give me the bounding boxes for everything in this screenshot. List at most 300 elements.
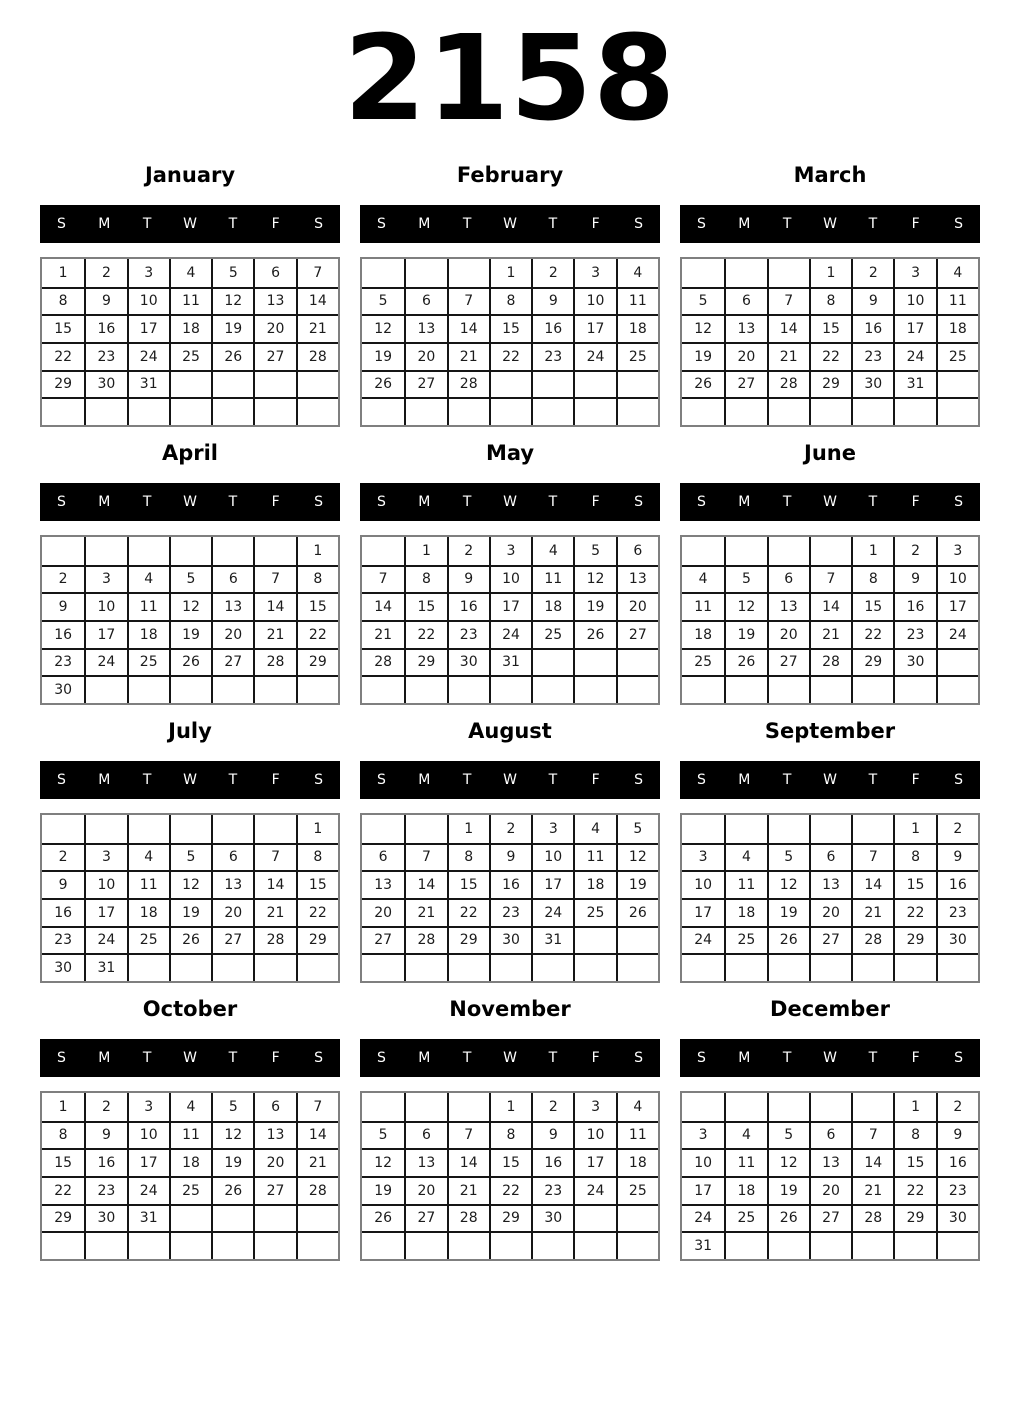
weekday-header-row	[680, 483, 980, 521]
day-cell-empty	[936, 648, 978, 676]
day-cell: 18	[127, 620, 169, 648]
weekday-header-cell: T	[142, 216, 152, 232]
day-cell-empty	[169, 537, 211, 565]
day-cell: 4	[573, 815, 615, 843]
day-cell: 1	[58, 1098, 68, 1115]
day-cell-empty	[682, 537, 724, 565]
weekday-header-cell: T	[548, 216, 558, 232]
day-cell: 8	[489, 287, 531, 315]
day-cell: 31	[682, 1231, 724, 1259]
day-cell: 9	[893, 565, 935, 593]
weekday-header-cell: S	[56, 772, 66, 788]
day-cell: 1	[489, 1093, 531, 1121]
weekday-header-cell: S	[954, 216, 964, 232]
month-day-grid	[360, 1091, 660, 1261]
day-cell: 28	[404, 926, 446, 954]
day-cell-empty	[296, 370, 338, 398]
day-cell-empty	[211, 397, 253, 425]
weekday-header-cell: W	[503, 494, 517, 510]
day-cell-empty	[42, 397, 84, 425]
day-cell: 7	[296, 1093, 338, 1121]
day-cell: 25	[127, 926, 169, 954]
weekday-header-cell: T	[782, 216, 792, 232]
day-cell: 14	[362, 592, 404, 620]
day-cell: 10	[489, 565, 531, 593]
day-cell: 22	[489, 342, 531, 370]
day-cell: 18	[724, 898, 766, 926]
weekday-header-cell: T	[868, 494, 878, 510]
day-cell: 10	[893, 287, 935, 315]
day-cell-empty	[851, 675, 893, 703]
day-cell-empty	[362, 537, 404, 565]
day-cell: 12	[211, 1121, 253, 1149]
day-cell-empty	[127, 1231, 169, 1259]
day-cell-empty	[616, 675, 658, 703]
day-cell: 9	[447, 565, 489, 593]
day-cell: 28	[253, 648, 295, 676]
day-cell: 16	[42, 898, 84, 926]
day-cell: 23	[84, 342, 126, 370]
day-cell: 26	[767, 1204, 809, 1232]
day-cell: 27	[616, 620, 658, 648]
day-cell: 4	[531, 537, 573, 565]
day-cell-empty	[893, 1231, 935, 1259]
day-cell: 23	[936, 1176, 978, 1204]
day-cell: 22	[893, 1176, 935, 1204]
day-cell-empty	[84, 815, 126, 843]
month-december	[680, 989, 980, 1261]
month-april	[40, 433, 340, 705]
day-cell-empty	[404, 953, 446, 981]
day-cell: 4	[616, 259, 658, 287]
weekday-header-cell: T	[228, 1050, 238, 1066]
day-cell: 13	[404, 314, 446, 342]
day-cell-empty	[447, 397, 489, 425]
day-cell: 25	[682, 648, 724, 676]
day-cell: 15	[851, 592, 893, 620]
day-cell: 29	[489, 1204, 531, 1232]
month-october	[40, 989, 340, 1261]
day-cell-empty	[936, 1231, 978, 1259]
day-cell: 26	[682, 370, 724, 398]
day-cell-empty	[573, 675, 615, 703]
day-cell: 19	[169, 620, 211, 648]
day-cell: 13	[809, 870, 851, 898]
day-cell: 17	[573, 314, 615, 342]
day-cell-empty	[211, 675, 253, 703]
day-cell: 10	[84, 870, 126, 898]
weekday-header-cell: M	[738, 216, 751, 232]
day-cell: 25	[724, 926, 766, 954]
month-february	[360, 155, 660, 427]
weekday-header-cell: S	[634, 1050, 644, 1066]
weekday-header-cell: M	[738, 1050, 751, 1066]
day-cell: 14	[447, 1148, 489, 1176]
weekday-header-row	[680, 1039, 980, 1077]
day-cell: 14	[404, 870, 446, 898]
day-cell: 9	[84, 287, 126, 315]
day-cell: 1	[893, 1093, 935, 1121]
day-cell-empty	[767, 675, 809, 703]
day-cell: 25	[616, 342, 658, 370]
weekday-header-cell: M	[98, 494, 111, 510]
weekday-header-cell: F	[911, 494, 920, 510]
day-cell: 21	[447, 342, 489, 370]
day-cell: 4	[936, 259, 978, 287]
weekday-header-cell: T	[142, 494, 152, 510]
day-cell: 8	[296, 565, 338, 593]
day-cell: 5	[362, 1121, 404, 1149]
day-cell: 3	[84, 565, 126, 593]
day-cell-empty	[211, 953, 253, 981]
day-cell-empty	[616, 953, 658, 981]
day-cell: 2	[84, 1093, 126, 1121]
day-cell: 25	[724, 1204, 766, 1232]
day-cell: 13	[767, 592, 809, 620]
day-cell: 30	[893, 648, 935, 676]
day-cell: 23	[531, 342, 573, 370]
day-cell: 20	[724, 342, 766, 370]
day-cell: 22	[404, 620, 446, 648]
day-cell: 15	[893, 1148, 935, 1176]
day-cell: 9	[84, 1121, 126, 1149]
weekday-header-cell: T	[228, 772, 238, 788]
day-cell: 24	[489, 620, 531, 648]
day-cell: 28	[447, 370, 489, 398]
day-cell: 16	[851, 314, 893, 342]
day-cell: 5	[682, 287, 724, 315]
day-cell-empty	[809, 1093, 851, 1121]
day-cell: 4	[724, 1121, 766, 1149]
day-cell: 19	[724, 620, 766, 648]
day-cell: 16	[936, 870, 978, 898]
day-cell-empty	[447, 675, 489, 703]
day-cell-empty	[169, 953, 211, 981]
day-cell: 27	[362, 926, 404, 954]
weekday-header-cell: M	[418, 216, 431, 232]
day-cell: 19	[767, 1176, 809, 1204]
day-cell: 4	[169, 1093, 211, 1121]
month-title: September	[764, 719, 896, 743]
day-cell: 9	[851, 287, 893, 315]
month-august	[360, 711, 660, 983]
day-cell: 17	[936, 592, 978, 620]
day-cell: 24	[84, 648, 126, 676]
day-cell: 17	[127, 1148, 169, 1176]
day-cell: 27	[253, 342, 295, 370]
day-cell: 20	[253, 1148, 295, 1176]
day-cell: 23	[893, 620, 935, 648]
day-cell: 21	[767, 342, 809, 370]
day-cell: 25	[169, 342, 211, 370]
day-cell-empty	[682, 1093, 724, 1121]
weekday-header-row	[680, 205, 980, 243]
day-cell: 31	[84, 953, 126, 981]
day-cell: 27	[724, 370, 766, 398]
weekday-header-cell: S	[634, 216, 644, 232]
day-cell: 17	[682, 898, 724, 926]
day-cell: 10	[573, 287, 615, 315]
day-cell: 29	[296, 926, 338, 954]
month-day-grid	[40, 257, 340, 427]
day-cell-empty	[616, 648, 658, 676]
year-title: 2158	[343, 8, 677, 147]
day-cell: 4	[169, 259, 211, 287]
month-title: February	[456, 163, 564, 187]
month-title: January	[144, 163, 236, 187]
day-cell: 12	[169, 592, 211, 620]
day-cell: 10	[127, 1121, 169, 1149]
day-cell-empty	[531, 370, 573, 398]
day-cell: 10	[936, 565, 978, 593]
day-cell-empty	[936, 397, 978, 425]
day-cell: 2	[936, 815, 978, 843]
day-cell: 13	[809, 1148, 851, 1176]
day-cell-empty	[851, 1231, 893, 1259]
month-june	[680, 433, 980, 705]
day-cell-empty	[84, 397, 126, 425]
weekday-header-row	[40, 205, 340, 243]
day-cell: 22	[447, 898, 489, 926]
day-cell: 6	[616, 537, 658, 565]
day-cell: 6	[809, 1121, 851, 1149]
day-cell: 30	[531, 1204, 573, 1232]
day-cell: 29	[296, 648, 338, 676]
day-cell: 16	[531, 1148, 573, 1176]
day-cell-empty	[404, 397, 446, 425]
day-cell-empty	[447, 259, 489, 287]
day-cell: 14	[296, 287, 338, 315]
day-cell: 14	[851, 870, 893, 898]
day-cell: 14	[809, 592, 851, 620]
day-cell: 4	[616, 1093, 658, 1121]
day-cell: 6	[767, 565, 809, 593]
day-cell: 25	[169, 1176, 211, 1204]
weekday-header-cell: S	[314, 216, 324, 232]
day-cell: 10	[682, 1148, 724, 1176]
day-cell: 6	[211, 843, 253, 871]
day-cell: 21	[253, 620, 295, 648]
weekday-header-cell: T	[548, 1050, 558, 1066]
day-cell: 8	[809, 287, 851, 315]
weekday-header-cell: W	[823, 494, 837, 510]
day-cell: 17	[893, 314, 935, 342]
weekday-header-cell: S	[696, 772, 706, 788]
day-cell-empty	[682, 259, 724, 287]
day-cell: 3	[936, 537, 978, 565]
day-cell-empty	[724, 953, 766, 981]
day-cell: 7	[404, 843, 446, 871]
day-cell: 14	[447, 314, 489, 342]
day-cell: 15	[447, 870, 489, 898]
day-cell-empty	[767, 259, 809, 287]
day-cell-empty	[296, 397, 338, 425]
day-cell: 12	[362, 1148, 404, 1176]
day-cell-empty	[169, 370, 211, 398]
day-cell: 22	[296, 620, 338, 648]
day-cell-empty	[211, 1231, 253, 1259]
weekday-header-cell: S	[634, 772, 644, 788]
day-cell: 11	[127, 870, 169, 898]
day-cell: 14	[253, 870, 295, 898]
day-cell-empty	[447, 1231, 489, 1259]
day-cell-empty	[573, 397, 615, 425]
weekday-header-cell: T	[782, 1050, 792, 1066]
day-cell: 13	[616, 565, 658, 593]
day-cell-empty	[253, 370, 295, 398]
day-cell-empty	[362, 259, 404, 287]
day-cell: 28	[767, 370, 809, 398]
day-cell: 16	[447, 592, 489, 620]
day-cell: 31	[489, 648, 531, 676]
day-cell: 5	[767, 843, 809, 871]
day-cell: 21	[809, 620, 851, 648]
month-day-grid	[680, 535, 980, 705]
day-cell: 2	[893, 537, 935, 565]
day-cell: 29	[42, 370, 84, 398]
day-cell: 19	[682, 342, 724, 370]
month-title: March	[793, 163, 867, 187]
weekday-header-cell: F	[271, 216, 280, 232]
day-cell-empty	[253, 815, 295, 843]
day-cell: 26	[169, 926, 211, 954]
day-cell: 5	[362, 287, 404, 315]
day-cell: 19	[362, 1176, 404, 1204]
day-cell: 13	[724, 314, 766, 342]
day-cell: 13	[404, 1148, 446, 1176]
day-cell: 28	[447, 1204, 489, 1232]
weekday-header-cell: W	[183, 1050, 197, 1066]
weekday-header-cell: T	[228, 216, 238, 232]
month-november	[360, 989, 660, 1261]
day-cell: 8	[851, 565, 893, 593]
month-day-grid	[680, 257, 980, 427]
month-title: April	[161, 441, 219, 465]
day-cell-empty	[127, 675, 169, 703]
day-cell: 28	[851, 1204, 893, 1232]
day-cell: 17	[489, 592, 531, 620]
day-cell: 16	[893, 592, 935, 620]
day-cell-empty	[767, 537, 809, 565]
day-cell: 28	[851, 926, 893, 954]
day-cell: 21	[362, 620, 404, 648]
day-cell: 27	[809, 926, 851, 954]
day-cell: 2	[42, 843, 84, 871]
day-cell: 7	[447, 287, 489, 315]
day-cell: 20	[362, 898, 404, 926]
month-day-grid	[680, 1091, 980, 1261]
day-cell-empty	[573, 926, 615, 954]
day-cell: 22	[893, 898, 935, 926]
day-cell-empty	[616, 397, 658, 425]
day-cell: 11	[169, 287, 211, 315]
day-cell: 9	[42, 870, 84, 898]
day-cell: 26	[616, 898, 658, 926]
day-cell: 12	[724, 592, 766, 620]
day-cell-empty	[767, 953, 809, 981]
day-cell: 11	[531, 565, 573, 593]
day-cell: 21	[296, 314, 338, 342]
weekday-header-cell: T	[462, 1050, 472, 1066]
day-cell: 31	[127, 370, 169, 398]
day-cell: 20	[767, 620, 809, 648]
day-cell: 12	[767, 1148, 809, 1176]
day-cell: 2	[531, 1093, 573, 1121]
day-cell: 5	[767, 1121, 809, 1149]
day-cell: 29	[893, 926, 935, 954]
month-title: May	[485, 441, 535, 465]
day-cell: 3	[893, 259, 935, 287]
day-cell-empty	[127, 953, 169, 981]
day-cell: 31	[893, 370, 935, 398]
day-cell: 2	[531, 259, 573, 287]
month-title: December	[770, 997, 890, 1021]
day-cell: 23	[489, 898, 531, 926]
weekday-header-cell: F	[591, 1050, 600, 1066]
day-cell: 19	[362, 342, 404, 370]
weekday-header-cell: F	[911, 216, 920, 232]
month-july	[40, 711, 340, 983]
weekday-header-row	[360, 205, 660, 243]
day-cell: 13	[253, 287, 295, 315]
day-cell-empty	[682, 397, 724, 425]
day-cell: 24	[893, 342, 935, 370]
weekday-header-cell: F	[271, 772, 280, 788]
day-cell: 15	[489, 314, 531, 342]
day-cell: 20	[404, 1176, 446, 1204]
day-cell: 21	[851, 1176, 893, 1204]
day-cell: 8	[489, 1121, 531, 1149]
day-cell: 22	[42, 342, 84, 370]
day-cell: 27	[404, 370, 446, 398]
day-cell: 3	[682, 1121, 724, 1149]
day-cell: 6	[404, 287, 446, 315]
day-cell-empty	[296, 675, 338, 703]
day-cell: 24	[682, 1204, 724, 1232]
day-cell: 14	[253, 592, 295, 620]
weekday-header-row	[40, 1039, 340, 1077]
weekday-header-cell: M	[418, 494, 431, 510]
weekday-header-cell: S	[314, 772, 324, 788]
day-cell: 4	[127, 565, 169, 593]
month-september	[680, 711, 980, 983]
day-cell: 23	[42, 926, 84, 954]
day-cell-empty	[724, 675, 766, 703]
weekday-header-cell: W	[503, 1050, 517, 1066]
day-cell: 30	[84, 1204, 126, 1232]
day-cell: 26	[724, 648, 766, 676]
day-cell: 11	[573, 843, 615, 871]
day-cell-empty	[296, 953, 338, 981]
day-cell-empty	[253, 1231, 295, 1259]
day-cell: 9	[936, 1121, 978, 1149]
month-title: November	[449, 997, 571, 1021]
day-cell: 7	[296, 259, 338, 287]
day-cell: 30	[42, 953, 84, 981]
day-cell: 30	[936, 1204, 978, 1232]
day-cell: 17	[573, 1148, 615, 1176]
day-cell-empty	[767, 815, 809, 843]
weekday-header-cell: S	[56, 216, 66, 232]
day-cell: 12	[211, 287, 253, 315]
day-cell: 1	[296, 537, 338, 565]
weekday-header-cell: M	[418, 772, 431, 788]
day-cell: 16	[936, 1148, 978, 1176]
day-cell: 2	[447, 537, 489, 565]
day-cell: 5	[724, 565, 766, 593]
weekday-header-cell: S	[376, 1050, 386, 1066]
day-cell-empty	[573, 648, 615, 676]
